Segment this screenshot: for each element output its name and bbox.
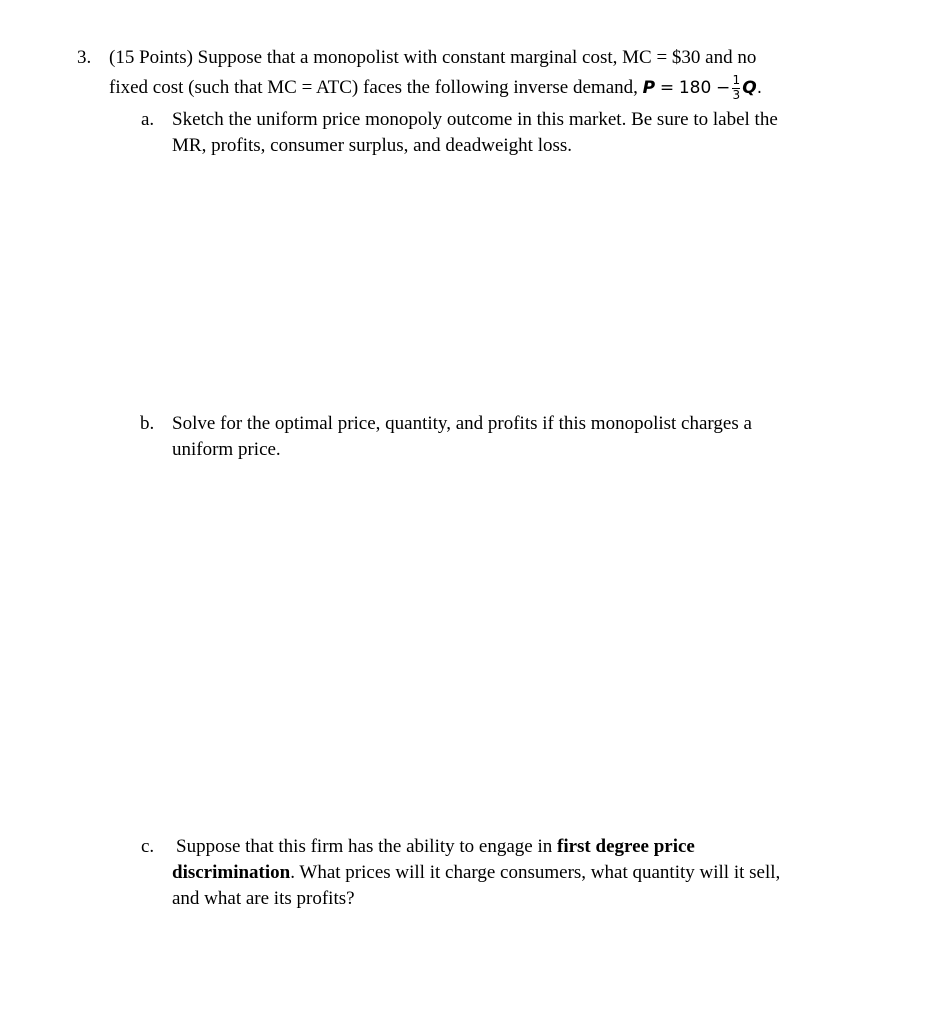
equation-lhs: P <box>642 78 656 98</box>
question-intro-line-2 <box>109 72 763 102</box>
part-c-line-2-text: . What prices will it charge consumers, what quantity will it sell, <box>290 862 781 883</box>
fraction-denominator: 3 <box>732 87 741 102</box>
fraction-numerator: 1 <box>732 72 741 87</box>
question-intro-line-1: (15 Points) Suppose that a monopolist with constant marginal cost, MC = $30 and no <box>109 47 757 68</box>
part-a-line-1: Sketch the uniform price monopoly outcome in this market. Be sure to label the <box>172 109 778 130</box>
part-b-line-1: Solve for the optimal price, quantity, and profits if this monopolist charges a <box>172 413 752 434</box>
equation-constant: 180 <box>678 78 712 98</box>
part-b-label: b. <box>140 413 155 434</box>
equation-end: . <box>756 78 763 98</box>
part-c-line-1-text: Suppose that this firm has the ability to engage in <box>176 836 557 857</box>
part-b-line-2: uniform price. <box>172 439 281 460</box>
part-c-label: c. <box>141 836 155 857</box>
question-intro-text: fixed cost (such that MC = ATC) faces the following inverse demand, <box>109 77 643 98</box>
part-c-emphasis-2: discrimination <box>172 862 291 883</box>
question-number: 3. <box>77 47 92 68</box>
part-c-line-3: and what are its profits? <box>172 888 355 909</box>
part-a-line-2: MR, profits, consumer surplus, and deadweight loss. <box>172 135 573 156</box>
equation-fraction <box>731 72 741 102</box>
part-a-label: a. <box>141 109 155 130</box>
equation-var: Q <box>742 78 757 98</box>
equation-minus: − <box>716 78 731 98</box>
part-c-line-2 <box>172 861 780 885</box>
part-c-line-1 <box>176 835 695 859</box>
equation-equals: = <box>659 78 675 98</box>
part-c-emphasis-1: first degree price <box>557 836 695 857</box>
